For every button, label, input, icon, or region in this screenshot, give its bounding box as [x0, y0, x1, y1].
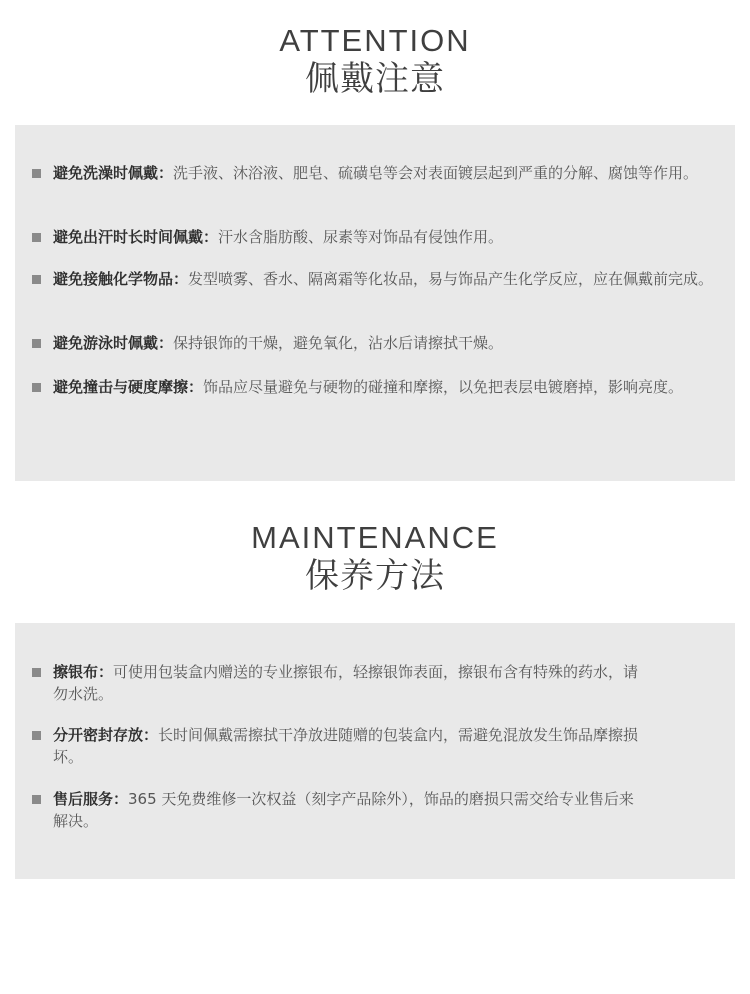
square-bullet-icon: [32, 339, 41, 348]
attention-item-title: 避免出汗时长时间佩戴：: [53, 228, 219, 246]
square-bullet-icon: [32, 383, 41, 392]
maintenance-item-title: 擦银布：: [53, 663, 114, 681]
attention-item-title: 避免洗澡时佩戴：: [53, 164, 174, 182]
maintenance-item-after-sales: [32, 788, 642, 832]
maintenance-item-title: 分开密封存放：: [53, 726, 159, 744]
maintenance-item-title: 售后服务：: [53, 790, 129, 808]
maintenance-title-en: MAINTENANCE: [251, 520, 499, 555]
attention-item-desc: 保持银饰的干燥，避免氧化，沾水后请擦拭干燥。: [173, 334, 504, 352]
maintenance-item-storage: [32, 724, 642, 768]
maintenance-heading: [0, 520, 750, 596]
attention-item-desc: 汗水含脂肪酸、尿素等对饰品有侵蚀作用。: [218, 228, 504, 246]
attention-item-text: [53, 226, 722, 248]
maintenance-item-cloth: [32, 661, 642, 705]
maintenance-item-desc: 可使用包装盒内赠送的专业擦银布，轻擦银饰表面，擦银布含有特殊的药水，请勿水洗。: [53, 663, 639, 703]
attention-item-text: [53, 376, 722, 398]
square-bullet-icon: [32, 169, 41, 178]
maintenance-item-text: [53, 661, 642, 705]
square-bullet-icon: [32, 795, 41, 804]
square-bullet-icon: [32, 668, 41, 677]
attention-item-title: 避免撞击与硬度摩擦：: [53, 378, 204, 396]
maintenance-item-desc: 长时间佩戴需擦拭干净放进随赠的包装盒内，需避免混放发生饰品摩擦损坏。: [53, 726, 639, 766]
attention-item-title: 避免接触化学物品：: [53, 270, 189, 288]
attention-item-title: 避免游泳时佩戴：: [53, 334, 174, 352]
maintenance-title-cn: 保养方法: [305, 556, 445, 596]
attention-item-sweat: [32, 226, 722, 248]
attention-item-desc: 饰品应尽量避免与硬物的碰撞和摩擦，以免把表层电镀磨掉，影响亮度。: [203, 378, 684, 396]
maintenance-item-text: [53, 724, 642, 768]
square-bullet-icon: [32, 731, 41, 740]
attention-item-swimming: [32, 332, 722, 354]
square-bullet-icon: [32, 275, 41, 284]
maintenance-item-desc: 365 天免费维修一次权益（刻字产品除外），饰品的磨损只需交给专业售后来解决。: [53, 790, 634, 830]
attention-item-text: [53, 332, 722, 354]
attention-item-desc: 洗手液、沐浴液、肥皂、硫磺皂等会对表面镀层起到严重的分解、腐蚀等作用。: [173, 164, 699, 182]
square-bullet-icon: [32, 233, 41, 242]
attention-item-bath: [32, 162, 722, 184]
attention-item-text: [53, 268, 722, 290]
maintenance-item-text: [53, 788, 642, 832]
attention-heading: [0, 23, 750, 99]
attention-title-en: ATTENTION: [279, 23, 471, 58]
attention-item-impact: [32, 376, 722, 398]
attention-item-text: [53, 162, 722, 184]
maintenance-panel: [15, 623, 735, 879]
attention-panel: [15, 125, 735, 481]
attention-title-cn: 佩戴注意: [305, 59, 445, 99]
attention-item-chemicals: [32, 268, 722, 290]
attention-item-desc: 发型喷雾、香水、隔离霜等化妆品，易与饰品产生化学反应，应在佩戴前完成。: [188, 270, 714, 288]
